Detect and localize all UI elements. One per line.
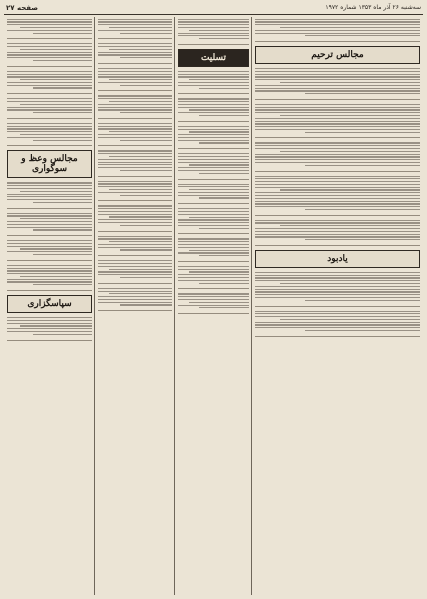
notice-block (178, 98, 249, 121)
notice-block (98, 288, 172, 311)
notice-block (255, 19, 420, 42)
condolence-banner: تسلیت (178, 49, 249, 67)
notice-block (178, 293, 249, 314)
issue-date-line: سه‌شنبه ۲۶ آذر ماه ۱۳۵۳ شماره ۱۹۷۲ (325, 4, 421, 11)
notice-block (98, 260, 172, 283)
thanks-banner: سپاسگزاری (7, 295, 92, 313)
notice-block (98, 205, 172, 231)
notice-block (98, 95, 172, 118)
notice-block (255, 311, 420, 337)
notice-block (98, 68, 172, 91)
notice-block (7, 71, 92, 94)
notice-block (178, 184, 249, 205)
column-condolence (174, 17, 252, 595)
notice-block (98, 123, 172, 146)
notice-block (255, 272, 420, 307)
memorial-banner: مجالس ترحیم (255, 46, 420, 64)
column-sermons (4, 17, 95, 595)
notice-block (178, 266, 249, 289)
notice-block (178, 208, 249, 234)
notice-block (255, 142, 420, 171)
notice-block (98, 150, 172, 176)
notice-block (98, 19, 172, 40)
notice-block (255, 176, 420, 216)
column-memorial (251, 17, 423, 595)
notice-block (7, 123, 92, 146)
page-header (4, 2, 423, 15)
notice-block (255, 68, 420, 100)
notice-block (7, 19, 92, 40)
notice-block (178, 19, 249, 45)
page-number: صفحه ۲۷ (6, 4, 39, 12)
notice-block (178, 126, 249, 149)
notice-block (7, 182, 92, 208)
notice-block (7, 265, 92, 291)
notice-block (7, 43, 92, 66)
notice-block (7, 98, 92, 119)
remembrance-banner: یادبود (255, 250, 420, 268)
notice-block (98, 236, 172, 257)
column-notices (94, 17, 175, 595)
notice-block (98, 43, 172, 64)
notice-block (178, 238, 249, 261)
sermon-banner: مجالس وعظ و سوگواری (7, 150, 92, 178)
notice-block (255, 220, 420, 246)
notice-block (178, 153, 249, 179)
notice-block (7, 240, 92, 261)
notice-block (7, 317, 92, 340)
notice-block (255, 104, 420, 139)
notice-block (178, 71, 249, 94)
notice-block (98, 181, 172, 202)
notice-block (7, 213, 92, 236)
